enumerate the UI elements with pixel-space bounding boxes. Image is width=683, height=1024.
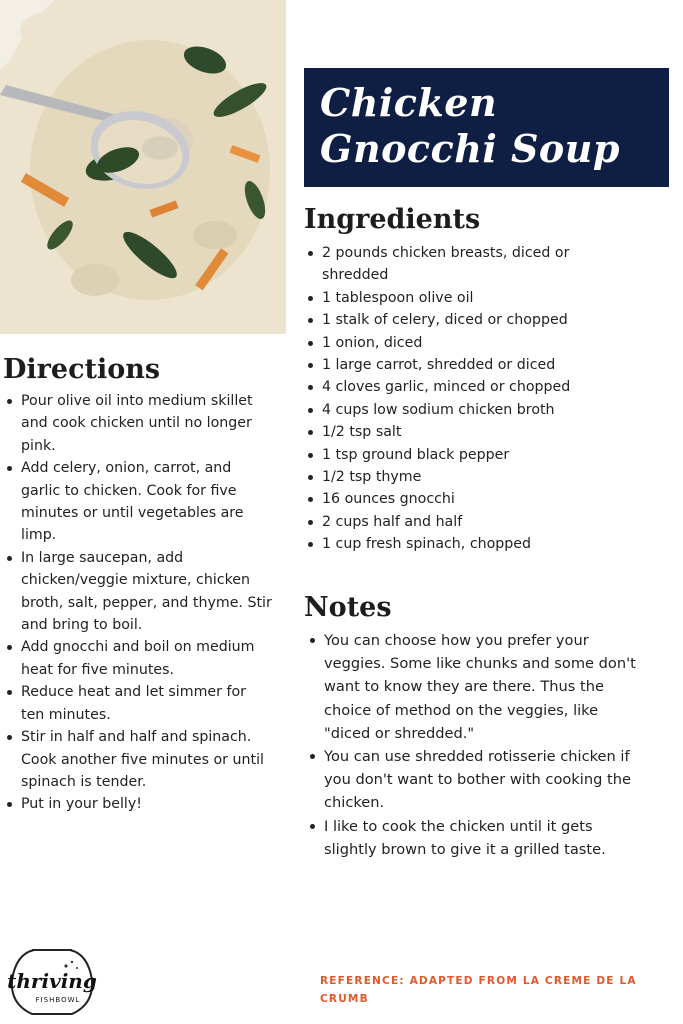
note-item: I like to cook the chicken until it gets slightly brown to give it a grilled taste.	[306, 815, 636, 861]
note-item: You can choose how you prefer your veggies. Some like chunks and some don't want to know they are there. Thus the choice of method on the veggies, like "diced or shredded."	[306, 629, 636, 745]
direction-step: Pour olive oil into medium skillet and cook chicken until no longer pink.	[3, 390, 273, 457]
ingredient-item: 1 large carrot, shredded or diced	[304, 354, 604, 376]
ingredient-item: 1 stalk of celery, diced or chopped	[304, 309, 604, 331]
ingredient-item: 1/2 tsp thyme	[304, 466, 604, 488]
directions-heading: Directions	[3, 354, 161, 385]
logo-word: thriving	[7, 969, 97, 993]
title-banner	[304, 68, 669, 187]
direction-step: Stir in half and half and spinach. Cook another five minutes or until spinach is tender.	[3, 726, 273, 793]
thriving-fishbowl-logo	[6, 944, 100, 1020]
soup-photo	[0, 0, 286, 334]
direction-step: Put in your belly!	[3, 793, 273, 815]
directions-list	[3, 390, 273, 816]
ingredient-item: 1 onion, diced	[304, 332, 604, 354]
notes-heading: Notes	[304, 592, 392, 623]
recipe-title: Chicken Gnocchi Soup	[320, 80, 620, 171]
direction-step: In large saucepan, add chicken/veggie mixture, chicken broth, salt, pepper, and thyme. Stir and bring to boil.	[3, 547, 273, 637]
ingredient-item: 1/2 tsp salt	[304, 421, 604, 443]
ingredients-list	[304, 242, 604, 556]
logo-sub: FISHBOWL	[35, 996, 81, 1004]
ingredient-item: 1 tablespoon olive oil	[304, 287, 604, 309]
direction-step: Add celery, onion, carrot, and garlic to chicken. Cook for five minutes or until vegetables are limp.	[3, 457, 273, 547]
ingredient-item: 16 ounces gnocchi	[304, 488, 604, 510]
ingredient-item: 1 cup fresh spinach, chopped	[304, 533, 604, 555]
ingredient-item: 2 pounds chicken breasts, diced or shredded	[304, 242, 604, 287]
note-item: You can use shredded rotisserie chicken if you don't want to bother with cooking the chicken.	[306, 745, 636, 815]
ingredient-item: 4 cups low sodium chicken broth	[304, 399, 604, 421]
notes-list	[306, 629, 636, 861]
reference-credit: REFERENCE: ADAPTED FROM LA CREME DE LA CRUMB	[320, 975, 637, 1005]
ingredients-heading: Ingredients	[304, 204, 481, 235]
direction-step: Add gnocchi and boil on medium heat for five minutes.	[3, 636, 273, 681]
ingredient-item: 1 tsp ground black pepper	[304, 444, 604, 466]
ingredient-item: 2 cups half and half	[304, 511, 604, 533]
ingredient-item: 4 cloves garlic, minced or chopped	[304, 376, 604, 398]
direction-step: Reduce heat and let simmer for ten minutes.	[3, 681, 273, 726]
